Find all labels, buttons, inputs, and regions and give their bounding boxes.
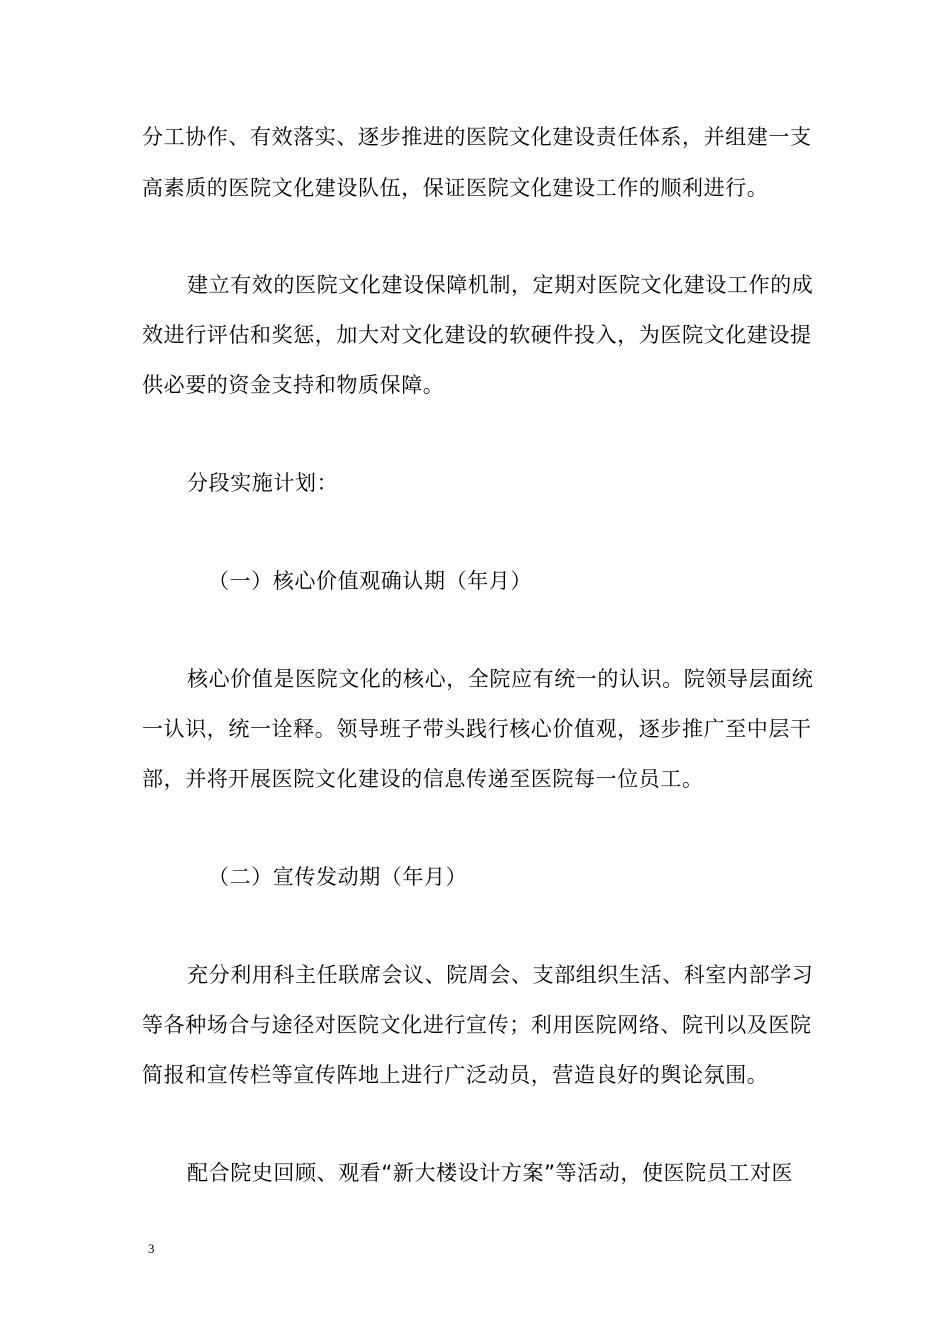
text-line: 效进行评估和奖惩，加大对文化建设的软硬件投入，为医院文化建设提 xyxy=(142,323,812,347)
text-line: 部，并将开展医院文化建设的信息传递至医院每一位员工。 xyxy=(142,767,704,791)
page-number: 3 xyxy=(148,1241,155,1256)
text-line: 等各种场合与途径对医院文化进行宣传；利用医院网络、院刊以及医院 xyxy=(142,1013,812,1037)
text-line: 建立有效的医院文化建设保障机制，定期对医院文化建设工作的成 xyxy=(187,273,814,297)
text-line: 配合院史回顾、观看“新大楼设计方案”等活动，使医院员工对医 xyxy=(187,1161,794,1185)
text-line: 分工协作、有效落实、逐步推进的医院文化建设责任体系，并组建一支 xyxy=(142,125,812,149)
text-line: （一）核心价值观确认期（年月） xyxy=(208,569,532,593)
text-line: （二）宣传发动期（年月） xyxy=(208,865,468,889)
text-line: 核心价值是医院文化的核心，全院应有统一的认识。院领导层面统 xyxy=(187,667,814,691)
text-line: 一认识，统一诠释。领导班子带头践行核心价值观，逐步推广至中层干 xyxy=(142,717,812,741)
text-line: 简报和宣传栏等宣传阵地上进行广泛动员，营造良好的舆论氛围。 xyxy=(142,1063,769,1087)
text-line: 充分利用科主任联席会议、院周会、支部组织生活、科室内部学习 xyxy=(187,963,814,987)
text-line: 供必要的资金支持和物质保障。 xyxy=(142,373,445,397)
text-line: 高素质的医院文化建设队伍，保证医院文化建设工作的顺利进行。 xyxy=(142,176,769,200)
text-line: 分段实施计划： xyxy=(187,471,339,495)
